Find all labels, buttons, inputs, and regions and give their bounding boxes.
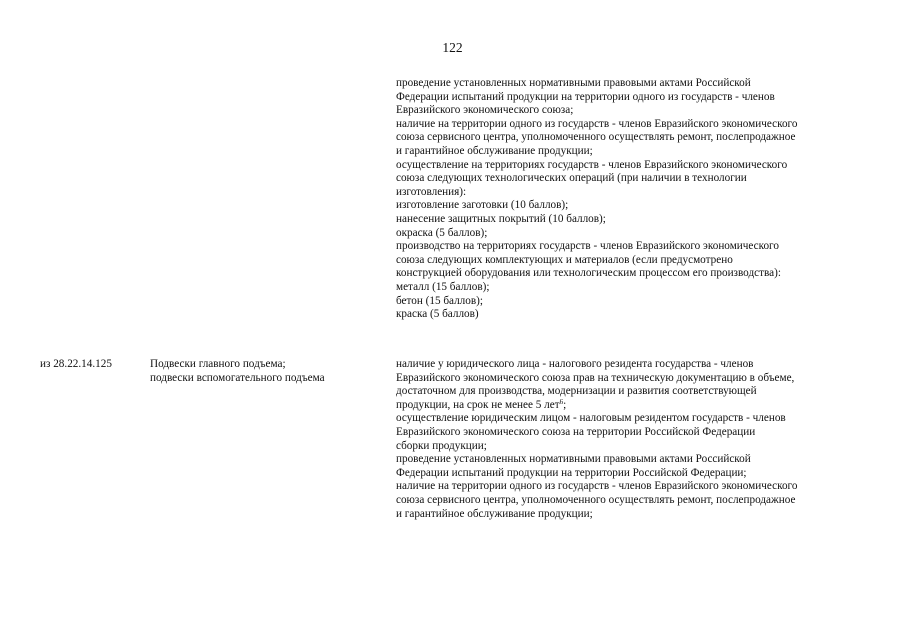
- requirement-line: металл (15 баллов);: [396, 280, 490, 293]
- requirement-line: и гарантийное обслуживание продукции;: [396, 507, 593, 520]
- requirement-line: союза следующих технологических операций (при наличии в технологии: [396, 172, 747, 185]
- requirements-continued: [396, 77, 886, 322]
- requirement-punctuation: ;: [563, 398, 567, 411]
- requirement-line: Федерации испытаний продукции на территории Российской Федерации;: [396, 466, 747, 479]
- product-code: [40, 358, 150, 372]
- requirement-line: изготовления):: [396, 185, 467, 198]
- requirement-line: проведение установленных нормативными правовыми актами Российской: [396, 453, 751, 466]
- requirement-line: наличие на территории одного из государств - членов Евразийского экономического: [396, 480, 798, 493]
- requirement-line: изготовление заготовки (10 баллов);: [396, 199, 569, 212]
- requirement-line: наличие у юридического лица - налогового резидента государства - членов: [396, 358, 754, 370]
- requirement-line: сборки продукции;: [396, 439, 487, 452]
- requirement-line: осуществление юридическим лицом - налоговым резидентом государств - членов: [396, 412, 786, 425]
- requirement-text: продукции, на срок не менее 5 лет: [396, 398, 560, 411]
- product-name-line: подвески вспомогательного подъема: [150, 371, 325, 384]
- requirement-line: союза сервисного центра, уполномоченного осуществлять ремонт, послепродажное: [396, 131, 796, 144]
- requirement-line: нанесение защитных покрытий (10 баллов);: [396, 212, 606, 225]
- product-name-line: Подвески главного подъема;: [150, 358, 286, 370]
- requirement-line: Евразийского экономического союза на территории Российской Федерации: [396, 425, 756, 438]
- requirement-line: наличие на территории одного из государств - членов Евразийского экономического: [396, 117, 798, 130]
- product-name: [150, 358, 390, 385]
- product-requirements: [396, 358, 886, 521]
- requirement-line: Евразийского экономического союза;: [396, 104, 574, 117]
- requirement-line: краска (5 баллов): [396, 308, 479, 321]
- requirement-line: Евразийского экономического союза прав на техническую документацию в объеме,: [396, 371, 795, 384]
- requirement-line: производство на территориях государств - членов Евразийского экономического: [396, 240, 779, 253]
- product-code-text: из 28.22.14.125: [40, 358, 112, 370]
- requirement-line: окраска (5 баллов);: [396, 226, 488, 239]
- requirement-line: конструкцией оборудования или технологическим процессом его производства):: [396, 267, 781, 280]
- requirement-line: и гарантийное обслуживание продукции;: [396, 144, 593, 157]
- requirement-line: достаточном для производства, модернизации и развития соответствующей: [396, 385, 757, 398]
- footnote-marker: 6: [559, 397, 564, 406]
- requirement-line: союза следующих комплектующих и материалов (если предусмотрено: [396, 253, 733, 266]
- requirement-line: союза сервисного центра, уполномоченного осуществлять ремонт, послепродажное: [396, 493, 796, 506]
- requirement-line: [396, 399, 886, 413]
- requirement-line: бетон (15 баллов);: [396, 294, 483, 307]
- page-number: 122: [442, 40, 463, 55]
- requirement-line: проведение установленных нормативными правовыми актами Российской: [396, 77, 751, 89]
- requirement-line: осуществление на территориях государств - членов Евразийского экономического: [396, 158, 788, 171]
- requirement-line: Федерации испытаний продукции на территории одного из государств - членов: [396, 90, 775, 103]
